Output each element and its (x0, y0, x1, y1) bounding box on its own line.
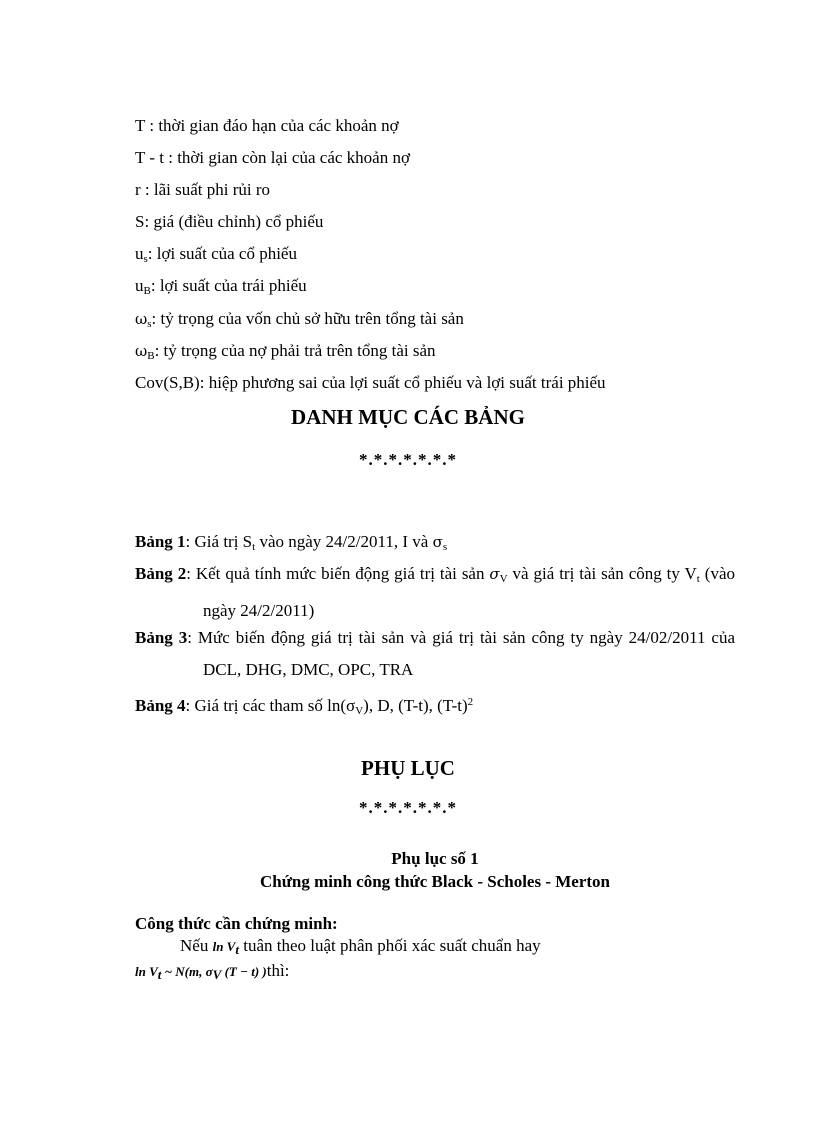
symbol-term: r : (135, 180, 154, 199)
symbol-subscript: B (143, 285, 151, 297)
appendix-number: Phụ lục số 1 (391, 849, 479, 868)
symbol-term: S: (135, 212, 154, 231)
formula-sub: V (212, 967, 222, 982)
symbol-definition: thời gian đáo hạn của các khoản nợ (158, 116, 399, 135)
proof-heading: Công thức cần chứng minh: (135, 914, 338, 933)
table-caption: (vào ngày 24/2/2011) (203, 564, 735, 620)
symbol-term: T : (135, 116, 159, 135)
table-caption-sub: t (696, 573, 700, 585)
proof-text: Nếu (180, 936, 213, 955)
formula-sub: t (235, 942, 239, 957)
table-caption-sup: 2 (467, 696, 474, 708)
symbol-line-S (135, 212, 323, 232)
table-caption: vào ngày 24/2/2011, I và (255, 532, 433, 551)
formula: ln V (212, 939, 236, 954)
symbol-subscript: s (143, 253, 148, 265)
symbol-definition: : tỷ trọng của vốn chủ sở hữu trên tổng tài sản (151, 309, 464, 328)
symbol-definition: hiệp phương sai của lợi suất cổ phiếu và lợi suất trái phiếu (208, 373, 606, 392)
symbol-line-omega-s (135, 309, 464, 330)
proof-text: tuân theo luật phân phối xác suất chuẩn hay (238, 936, 541, 955)
table-caption: : Giá trị S (185, 532, 253, 551)
symbol-line-omega-B (135, 341, 436, 362)
appendix-divider: *.*.*.*.*.*.* (359, 798, 457, 817)
tables-list-heading: DANH MỤC CÁC BẢNG (291, 405, 525, 429)
symbol-definition: : lợi suất của trái phiếu (150, 276, 307, 295)
table-entry-3 (135, 622, 735, 686)
table-entry-2 (135, 558, 735, 627)
table-label: Bảng 2 (135, 564, 187, 583)
table-caption: và giá trị tài sản công ty V (507, 564, 697, 583)
sigma-symbol: σ (489, 565, 500, 583)
proof-condition-line (180, 936, 541, 958)
symbol-term: Cov(S,B): (135, 373, 209, 392)
proof-formula-line (135, 961, 289, 983)
table-caption-sub: V (355, 705, 364, 717)
table-caption-sub: s (442, 541, 448, 553)
symbol-term: u (135, 276, 144, 295)
symbol-subscript: s (147, 318, 152, 330)
table-caption: : Mức biến động giá trị tài sản và giá trị tài sản công ty ngày 24/02/2011 của DCL, DHG, DMC, OPC, TRA (187, 628, 735, 679)
symbol-term: ω (135, 342, 148, 360)
table-caption: ), D, (T-t), (T-t) (363, 696, 468, 715)
symbol-line-uB (135, 276, 307, 297)
symbol-definition: lãi suất phi rủi ro (153, 180, 271, 199)
symbol-line-cov (135, 373, 606, 393)
table-label: Bảng 3 (135, 628, 188, 647)
table-caption-sub: t (252, 541, 256, 553)
table-label: Bảng 1 (135, 532, 186, 551)
formula-sub: t (157, 967, 162, 982)
symbol-definition: giá (điều chỉnh) cổ phiếu (153, 212, 324, 231)
formula: ~ N(m, σ (161, 964, 213, 979)
table-label: Bảng 4 (135, 696, 186, 715)
appendix-heading: PHỤ LỤC (361, 756, 455, 780)
symbol-term: T - t : (135, 148, 178, 167)
appendix-title: Chứng minh công thức Black - Scholes - Merton (259, 872, 611, 891)
symbol-definition: : tỷ trọng của nợ phải trả trên tổng tài sản (154, 341, 436, 360)
symbol-line-r (135, 180, 270, 200)
sigma-symbol: σ (432, 533, 443, 551)
table-entry-4 (135, 686, 735, 727)
symbol-definition: : lợi suất của cổ phiếu (147, 244, 297, 263)
proof-text: thì: (266, 961, 290, 980)
table-caption: : Kết quả tính mức biến động giá trị tài sản (186, 564, 490, 583)
table-caption: : Giá trị các tham số ln(σ (185, 696, 356, 715)
symbol-term: u (135, 244, 144, 263)
table-caption-sub: V (499, 573, 508, 585)
symbol-line-us (135, 244, 297, 265)
tables-list-divider: *.*.*.*.*.*.* (359, 450, 457, 469)
formula: (T − t) ) (221, 964, 267, 979)
symbol-term: ω (135, 310, 148, 328)
symbol-definition: thời gian còn lại của các khoản nợ (177, 148, 410, 167)
formula: ln V (135, 964, 158, 979)
symbol-line-T (135, 116, 399, 136)
symbol-line-T-t (135, 148, 410, 168)
symbol-subscript: B (147, 350, 155, 362)
